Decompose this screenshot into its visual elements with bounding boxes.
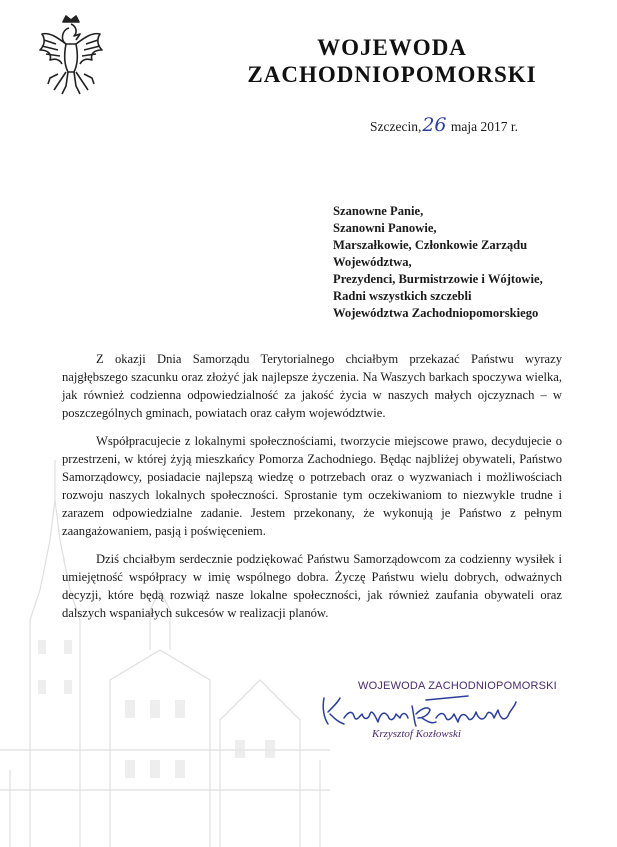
- salutation-line: Marszałkowie, Członkowie Zarządu: [333, 238, 528, 252]
- body-paragraph: Dziś chciałbym serdecznie podziękować Państwu Samorządowcom za codzienny wysiłek i umiejętność współpracy w imię wspólnego dobra. Życzę Państwu wielu dobrych, odważnych decyzji, które będą rozwiąż nasze lokalne społeczności, jak również zaufania obywateli oraz dalszych wspaniałych sukcesów w realizacji planów.: [62, 552, 562, 620]
- title-line-2: ZACHODNIOPOMORSKI: [247, 62, 537, 87]
- dateline-month-year: maja 2017 r.: [450, 119, 519, 134]
- signature-block: [318, 670, 557, 750]
- salutation-line: Szanowne Panie,: [333, 204, 424, 218]
- dateline-day: 26: [422, 114, 447, 136]
- salutation-line: Radni wszystkich szczebli: [333, 289, 472, 303]
- signature-stamp-name: Krzysztof Kozłowski: [372, 728, 461, 740]
- salutation-line: Szanowni Panowie,: [333, 221, 437, 235]
- letter-body: [62, 350, 562, 632]
- salutation-line: Województwa Zachodniopomorskiego: [333, 306, 539, 320]
- white-eagle-emblem-icon: [36, 14, 106, 98]
- dateline: [370, 114, 518, 136]
- salutation-block: [333, 203, 603, 322]
- salutation-line: Województwa,: [333, 255, 412, 269]
- body-paragraph: Współpracujecie z lokalnymi społecznościami, tworzycie miejscowe prawo, decydujecie o przestrzeni, w której żyją mieszkańcy Pomorza Zachodniego. Będąc najbliżej obywateli, Państwo Samorządowcy, posiadacie najlepszą wiedzę o potrzebach oraz o wyzwaniach i możliwościach rozwoju naszych lokalnych społeczności. Sprostanie tym oczekiwaniom to niezwykle trudne i zarazem odpowiedzialne zadanie. Jestem przekonany, że wykonują je Państwo z pełnym zaangażowaniem, pasją i poświęceniem.: [62, 434, 562, 538]
- signature-stamp-title: WOJEWODA ZACHODNIOPOMORSKI: [358, 680, 557, 692]
- issuer-title: [222, 34, 562, 88]
- salutation-line: Prezydenci, Burmistrzowie i Wójtowie,: [333, 272, 543, 286]
- title-line-1: WOJEWODA: [317, 35, 467, 60]
- body-paragraph: Z okazji Dnia Samorządu Terytorialnego chciałbym przekazać Państwu wyrazy najgłębszego szacunku oraz złożyć jak najlepsze życzenia. Na Waszych barkach spoczywa wielka, jak również codzienna odpowiedzialność za jakość życia w naszych małych ojczyznach – w poszczególnych gminach, powiatach oraz całym województwie.: [62, 352, 562, 420]
- dateline-city: Szczecin,: [370, 119, 422, 134]
